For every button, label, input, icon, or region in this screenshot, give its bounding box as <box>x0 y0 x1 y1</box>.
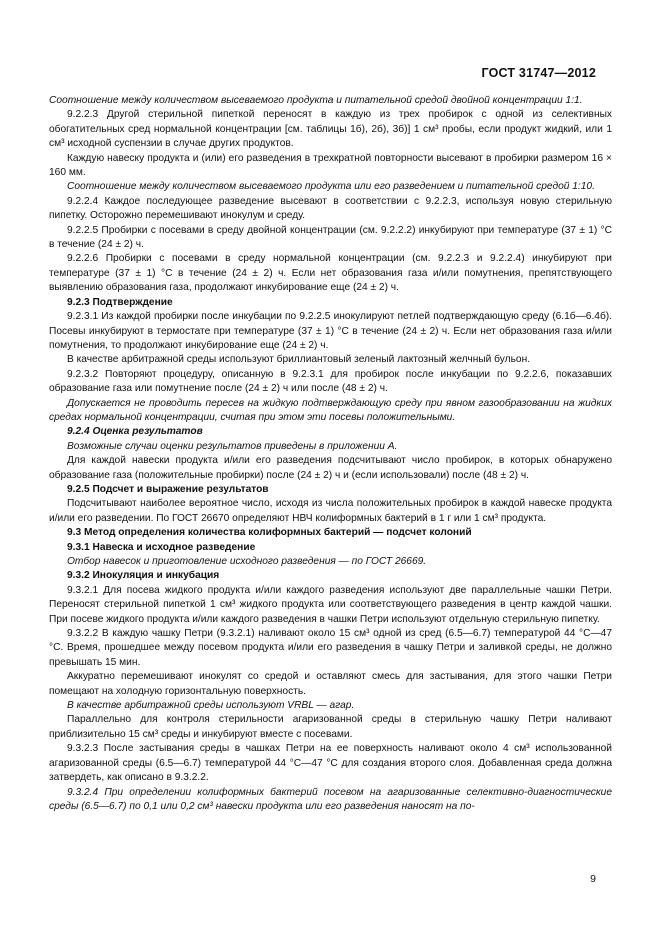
section-heading: 9.2.5 Подсчет и выражение результатов <box>67 483 269 495</box>
paragraph: 9.3.2.4 При определении колиформных бактерий посевом на агаризованные селективно-диагностические среды (6.5—6.7) по 0,1 или 0,2 см³ навески продукта или его разведения наносят на по- <box>49 786 612 812</box>
paragraph: Для каждой навески продукта и/или его разведения подсчитывают число пробирок, в которых обнаружено образование газа (положительные пробирки) после (24 ± 2) ч и (если использовали) после (48 ± 2) ч. <box>49 455 612 481</box>
paragraph: 9.3.2.1 Для посева жидкого продукта и/или каждого разведения используют две параллельные чашки Петри. Переносят стерильной пипеткой 1 см³ жидкого продукта или соответствующего разведения в центр каждой чашки. При посеве жидкого продукта и/или каждого разведения в чашки Петри используют отдельную стерильную пипетку. <box>49 584 612 625</box>
paragraph: 9.2.3.2 Повторяют процедуру, описанную в 9.2.3.1 для пробирок после инкубации по 9.2.2.6, показавших образование газа или помутнение после (24 ± 2) ч или после (48 ± 2) ч. <box>49 368 612 395</box>
paragraph: В качестве арбитражной среды используют бриллиантовый зеленый лактозный желчный бульон. <box>67 354 531 366</box>
document-header: ГОСТ 31747—2012 <box>481 66 596 80</box>
paragraph: 9.2.2.6 Пробирки с посевами в среду нормальной концентрации (см. 9.2.2.3 и 9.2.2.4) инкубируют при температуре (37 ± 1) °С в течение (24 ± 2) ч. Если нет образования газа и/или помутнения, препятствующего выявлению образования газа, продолжают инкубирование еще (24 ± 2) ч. <box>49 253 612 294</box>
paragraph: Параллельно для контроля стерильности агаризованной среды в стерильную чашку Петри наливают приблизительно 15 см³ среды и инкубируют вместе с посевами. <box>49 714 612 740</box>
paragraph: Аккуратно перемешивают инокулят со средой и оставляют смесь для застывания, для этого чашки Петри помещают на холодную горизонтальную поверхность. <box>49 671 612 697</box>
section-heading: 9.3.1 Навеска и исходное разведение <box>67 541 256 553</box>
paragraph: Возможные случаи оценки результатов приведены в приложении А. <box>67 440 398 452</box>
paragraph: 9.2.3.1 Из каждой пробирки после инкубации по 9.2.2.5 инокулируют петлей подтверждающую среду (6.1б—6.4б). Посевы инкубируют в термостате при температуре (37 ± 1) °С в течение (24 ± 2) ч. Если нет образования газа и/или помутнения, то продолжают инкубирование еще (24 ± 2) ч. <box>49 311 612 351</box>
paragraph: 9.2.2.3 Другой стерильной пипеткой переносят в каждую из трех пробирок с одной из селективных обогатительных сред нормальной концентрации [см. таблицы 1б), 2б), 3б)] 1 см³ пробы, если продукт жидкий, или 1 см³ исходной суспензии в случае других продуктов. <box>49 109 612 150</box>
paragraph: Соотношение между количеством высеваемого продукта или его разведением и питательной средой 1:10. <box>67 181 595 193</box>
paragraph: 9.2.2.5 Пробирки с посевами в среду двойной концентрации (см. 9.2.2.2) инкубируют при температуре (37 ± 1) °С в течение (24 ± 2) ч. <box>49 224 612 251</box>
section-heading: 9.2.4 Оценка результатов <box>67 426 203 438</box>
paragraph: 9.2.2.4 Каждое последующее разведение высевают в соответствии с 9.2.2.3, используя новую стерильную пипетку. Осторожно перемешивают инокулум и среду. <box>49 195 612 222</box>
paragraph: Отбор навесок и приготовление исходного разведения — по ГОСТ 26669. <box>67 556 427 567</box>
paragraph: Подсчитывают наиболее вероятное число, исходя из числа положительных пробирок в каждой навеске продукта и/или его разведении. По ГОСТ 26670 определяют НВЧ колиформных бактерий в 1 г или 1 см³ продукта. <box>49 498 612 524</box>
page-number: 9 <box>590 873 596 885</box>
section-heading: 9.2.3 Подтверждение <box>67 296 173 308</box>
document-body <box>49 94 612 814</box>
paragraph: 9.3.2.2 В каждую чашку Петри (9.3.2.1) наливают около 15 см³ одной из сред (6.5—6.7) температурой 44 °С—47 °С. Время, прошедшее между посевом продукта и/или его разведения в чашку Петри и заливкой среды, не должно превышать 15 мин. <box>49 628 612 668</box>
paragraph: Допускается не проводить пересев на жидкую подтверждающую среду при явном газообразовании на жидких средах нормальной концентрации, считая при этом эти посевы положительными. <box>49 397 612 423</box>
section-heading: 9.3.2 Инокуляция и инкубация <box>67 570 220 582</box>
paragraph: Соотношение между количеством высеваемого продукта и питательной средой двойной концентрации 1:1. <box>49 95 583 106</box>
paragraph: Каждую навеску продукта и (или) его разведения в трехкратной повторности высевают в пробирки размером 16 × 160 мм. <box>49 152 612 179</box>
paragraph: 9.3.2.3 После застывания среды в чашках Петри на ее поверхность наливают около 4 см³ использованной агаризованной среды (6.5—6.7) температурой 44 °С—47 °С для создания второго слоя. Добавленная среда должна затвердеть, как описано в 9.3.2.2. <box>49 743 612 784</box>
paragraph: В качестве арбитражной среды используют VRBL — агар. <box>67 700 355 712</box>
section-heading: 9.3 Метод определения количества колиформных бактерий — подсчет колоний <box>67 527 472 539</box>
